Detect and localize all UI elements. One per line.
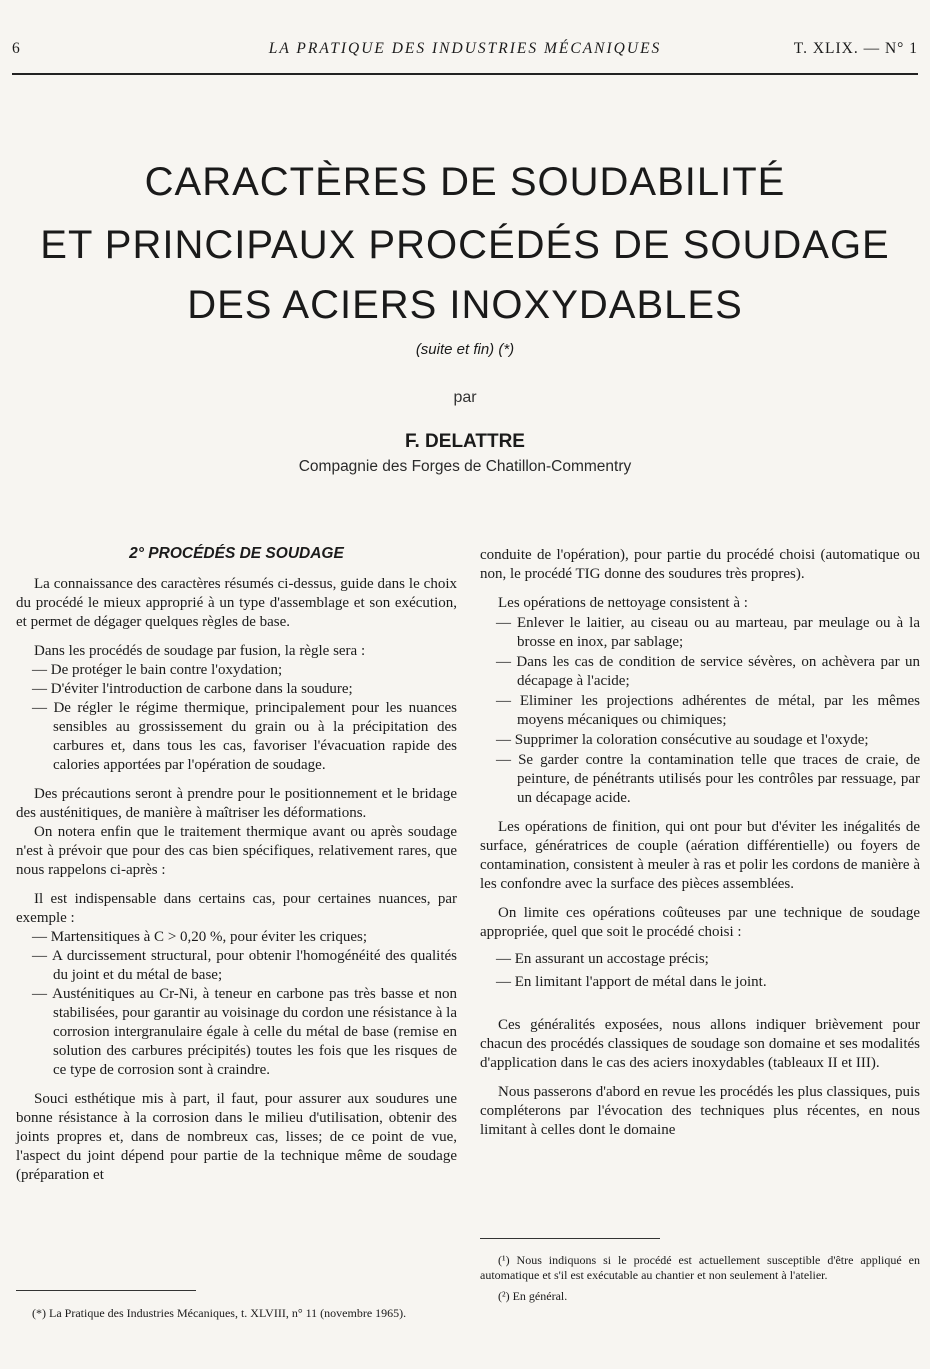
- list-item: — Enlever le laitier, au ciseau ou au marteau, par meulage ou à la brosse en inox, par sablage;: [480, 614, 920, 652]
- dash-list: [480, 950, 920, 992]
- list-item: — En limitant l'apport de métal dans le joint.: [480, 973, 920, 992]
- list-item: — A durcissement structural, pour obtenir l'homogénéité des qualités du joint et du métal de base;: [16, 947, 457, 985]
- dash-list: [16, 661, 457, 775]
- dash-list: [480, 614, 920, 808]
- paragraph: Ces généralités exposées, nous allons indiquer brièvement pour chacun des procédés classiques de soudage son domaine et ses modalités d'application dans le cas des aciers inoxydables (tableaux II et III).: [480, 1017, 920, 1071]
- paragraph: conduite de l'opération), pour partie du procédé choisi (automatique ou non, le procédé TIG donne des soudures très propres).: [480, 547, 920, 582]
- paragraph: Des précautions seront à prendre pour le positionnement et le bridage des austénitiques, de manière à maîtriser les déformations.: [16, 786, 457, 821]
- author-affiliation: Compagnie des Forges de Chatillon-Commentry: [298, 458, 632, 475]
- article-subtitle: (suite et fin) (*): [415, 341, 515, 358]
- byline-par: par: [453, 389, 477, 406]
- footnotes-right: [480, 1253, 920, 1310]
- footnote-left: (*) La Pratique des Industries Mécaniques, t. XLVIII, n° 11 (novembre 1965).: [32, 1306, 407, 1320]
- author-name: F. DELATTRE: [405, 431, 525, 452]
- list-item: — Dans les cas de condition de service sévères, on achèvera par un décapage à l'acide;: [480, 653, 920, 691]
- issue-number: T. XLIX. — N° 1: [793, 40, 918, 57]
- list-item: — D'éviter l'introduction de carbone dans la soudure;: [16, 680, 457, 699]
- header-rule: [12, 73, 918, 75]
- left-column: [16, 544, 457, 1185]
- list-item: — Austénitiques au Cr-Ni, à teneur en carbone pas très basse et non stabilisées, pour garantir au voisinage du cordon une résistance à la corrosion intergranulaire égale à celle du métal de base (remise en solution des carbures précipités) toutes les fois que les risques de ce type de corrosion sont à craindre.: [16, 985, 457, 1080]
- footnote: (²) En général.: [498, 1289, 568, 1303]
- paragraph: On notera enfin que le traitement thermique avant ou après soudage n'est à prévoir que pour des cas bien spécifiques, relativement rares, que nous rappelons ci-après :: [16, 824, 457, 878]
- list-item: — Se garder contre la contamination telle que traces de craie, de peinture, de pénétrants utilisés pour les contrôles par ressuage, par un décapage acide.: [480, 751, 920, 808]
- journal-title: LA PRATIQUE DES INDUSTRIES MÉCANIQUES: [268, 40, 662, 57]
- article-title-line-1: CARACTÈRES DE SOUDABILITÉ: [144, 160, 786, 204]
- paragraph: Les opérations de nettoyage consistent à :: [498, 595, 748, 611]
- paragraph: La connaissance des caractères résumés ci-dessus, guide dans le choix du procédé le mieux approprié à un type d'assemblage et son exécution, et permet de dégager quelques règles de base.: [16, 576, 457, 630]
- list-item: — Martensitiques à C > 0,20 %, pour éviter les criques;: [16, 928, 457, 947]
- list-item: — De régler le régime thermique, principalement pour les nuances sensibles au grossissement du grain ou à la précipitation des carbures et, dans tous les cas, favoriser l'évacuation rapide des calories apportées par l'opération de soudage.: [16, 699, 457, 775]
- paragraph: On limite ces opérations coûteuses par une technique de soudage appropriée, quel que soit le procédé choisi :: [480, 905, 920, 940]
- list-item: — Supprimer la coloration consécutive au soudage et l'oxyde;: [480, 731, 920, 750]
- dash-list: [16, 928, 457, 1080]
- list-item: — Eliminer les projections adhérentes de métal, par les mêmes moyens mécaniques ou chimiques;: [480, 692, 920, 730]
- section-heading: 2° PROCÉDÉS DE SOUDAGE: [129, 545, 344, 562]
- page-number: 6: [12, 40, 21, 57]
- list-item: — En assurant un accostage précis;: [480, 950, 920, 969]
- right-column: [480, 546, 920, 1140]
- paragraph: Nous passerons d'abord en revue les procédés les plus classiques, puis compléterons par l'évocation des techniques plus récentes, en nous limitant à celles dont le domaine: [480, 1084, 920, 1138]
- paragraph: Dans les procédés de soudage par fusion, la règle sera :: [34, 643, 366, 659]
- footnote-rule: [16, 1290, 196, 1291]
- article-title-line-3: DES ACIERS INOXYDABLES: [187, 283, 743, 327]
- footnote-rule: [480, 1238, 660, 1239]
- footnote: (¹) Nous indiquons si le procédé est actuellement susceptible d'être appliqué en automatique et s'il est exécutable au chantier et non seulement à l'atelier.: [480, 1253, 920, 1282]
- paragraph: Souci esthétique mis à part, il faut, pour assurer aux soudures une bonne résistance à la corrosion dans le milieu d'utilisation, obtenir des joints propres et, dans de nombreux cas, lisses; de ce point de vue, l'aspect du joint dépend pour partie de la technique même de soudage (préparation et: [16, 1091, 457, 1183]
- paragraph: Les opérations de finition, qui ont pour but d'éviter les inégalités de surface, génératrices de couple (aération différentielle) ou foyers de contamination, consistent à meuler à ras et polir les cordons de manière à les confondre avec la surface des pièces assemblées.: [480, 819, 920, 892]
- list-item: — De protéger le bain contre l'oxydation;: [16, 661, 457, 680]
- paragraph: Il est indispensable dans certains cas, pour certaines nuances, par exemple :: [16, 891, 457, 926]
- running-header: [12, 40, 918, 64]
- article-title-line-2: ET PRINCIPAUX PROCÉDÉS DE SOUDAGE: [40, 223, 890, 267]
